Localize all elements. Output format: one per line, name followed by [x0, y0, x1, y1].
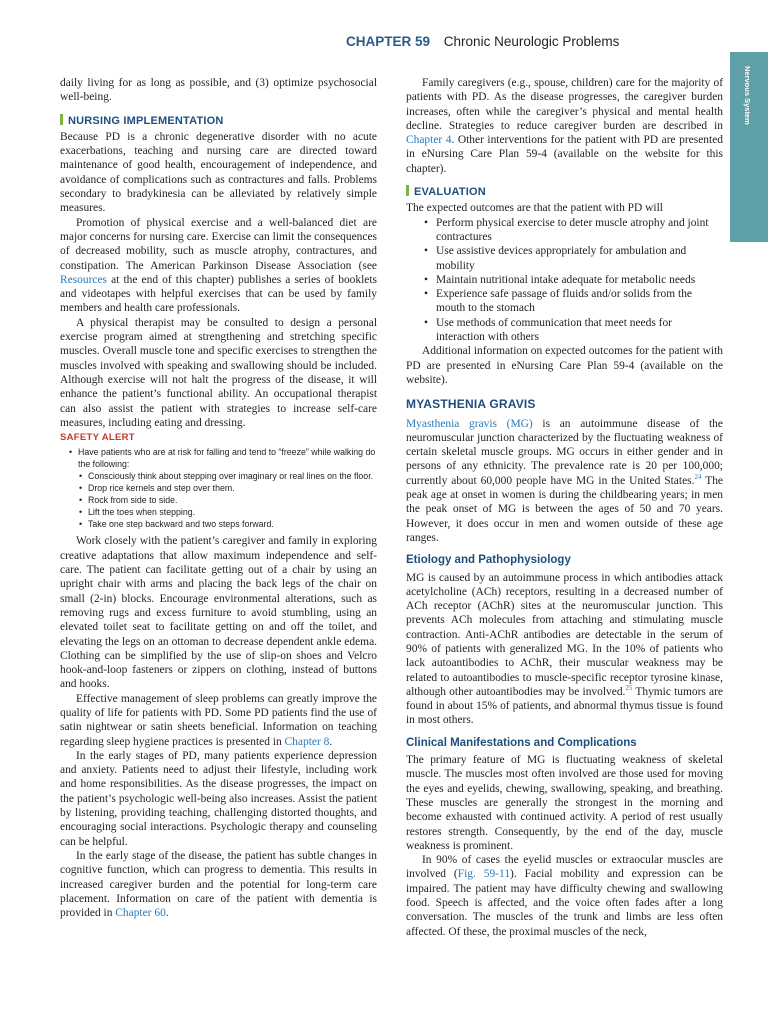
list-item: • Rock from side to side. — [88, 494, 377, 506]
heading-nursing-implementation — [60, 114, 377, 128]
paragraph — [60, 216, 377, 316]
figure-59-11-link[interactable]: Fig. 59-11 — [457, 868, 511, 881]
text: . — [329, 735, 333, 748]
text: ). Facial mobility and expression can be impaired. The patient may have difficulty chewing and swallowing food. Speech is affected, and the voice often fades after a long conversation. The muscles of the trunk and limbs are less often affected. Of these, the proximal muscles of the neck, — [406, 868, 723, 938]
list-item: • Drop rice kernels and step over them. — [88, 482, 377, 494]
myasthenia-gravis-link[interactable]: Myasthenia gravis (MG) — [406, 417, 533, 430]
heading-text: EVALUATION — [414, 186, 486, 199]
text: Effective management of sleep problems can greatly improve the quality of life for patients with PD. Some PD patients find the use of satin nightwear or satin sheets beneficial. Information on teaching regarding sleep hygiene practices is presented in — [60, 692, 377, 748]
paragraph: The expected outcomes are that the patient with PD will — [406, 202, 663, 215]
text: The peak age at onset in women is during the childbearing years; in men the peak onset of MG is between the ages of 50 and 70 years. However, it does occur in men and women outside of these age ranges. — [406, 474, 723, 544]
reference-24[interactable]: 24 — [694, 472, 702, 481]
paragraph: Because PD is a chronic degenerative disorder with no acute exacerbations, teaching and nursing care are directed toward maintenance of good health, encouragement of independence, and avoidance of complications such as contractures and falls. Problems secondary to bradykinesia can be alleviated by relatively simple measures. — [60, 130, 377, 215]
list-item: • Experience safe passage of fluids and/or solids from the mouth to the stomach — [436, 287, 723, 316]
right-column — [406, 76, 723, 939]
paragraph — [60, 849, 377, 920]
list-item: • Lift the toes when stepping. — [88, 506, 377, 518]
paragraph: A physical therapist may be consulted to design a personal exercise program aimed at strengthening and stretching specific muscles. Overall muscle tone and specific exercises to strengthen the muscles involved with speaking and swallowing should be included. Although exercise will not halt the progress of the disease, it will enhance the patient’s functional ability. An occupational therapist can also assist the patient with strategies to increase self-care measures, including eating and dressing. — [60, 316, 377, 429]
text: In the early stage of the disease, the patient has subtle changes in cognitive function, which can progress to dementia. This results in increased caregiver burden and the potential for long-term care placement. Information on care of the patient with dementia is provided in — [60, 849, 377, 920]
safety-alert-list — [60, 446, 377, 530]
paragraph: Additional information on expected outcomes for the patient with PD are presented in eNursing Care Plan 59-4 (available on the website). — [406, 345, 723, 386]
paragraph: In the early stages of PD, many patients experience depression and anxiety. Patients need to adjust their lifestyle, including work and home responsibilities. As the disease progresses, the impact on the patient’s psychologic well-being also increases. Assist the patient by listening, providing teaching, challenging distorted thoughts, and encouraging social interactions. Psychologic therapy and counseling can be helpful. — [60, 749, 377, 848]
heading-etiology: Etiology and Pathophysiology — [406, 554, 571, 567]
chapter-4-link[interactable]: Chapter 4 — [406, 134, 452, 147]
safety-alert-title: SAFETY ALERT — [60, 432, 135, 444]
text: Thymic tumors are found in about 15% of patients, and abnormal thymus tissue is found in most others. — [406, 685, 723, 727]
paragraph: The primary feature of MG is fluctuating weakness of skeletal muscle. The muscles most often involved are those used for moving the eyes and eyelids, chewing, swallowing, speaking, and breathing. These muscles are generally the strongest in the morning and become exhausted with continued activity. A period of rest usually restores strength. Consequently, by the end of the day, muscle weakness is prominent. — [406, 754, 723, 852]
list-item: • Use assistive devices appropriately for ambulation and mobility — [436, 244, 723, 273]
outcomes-list — [406, 216, 723, 345]
chapter-8-link[interactable]: Chapter 8 — [284, 735, 330, 748]
chapter-60-link[interactable]: Chapter 60 — [115, 907, 166, 920]
paragraph — [406, 417, 723, 546]
list-item: • Consciously think about stepping over imaginary or real lines on the floor. — [88, 470, 377, 482]
section-side-tab — [730, 52, 768, 242]
paragraph — [60, 692, 377, 749]
list-item: • Maintain nutritional intake adequate for metabolic needs — [436, 273, 723, 287]
heading-clinical-manifestations: Clinical Manifestations and Complications — [406, 736, 637, 749]
text: . Other interventions for the patient with PD are presented in eNursing Care Plan 59-4 (available on the website for this chapter). — [406, 134, 723, 175]
text: MG is caused by an autoimmune process in which antibodies attack acetylcholine (ACh) receptors, resulting in a decreased number of ACh receptor (AChR) sites at the neuromuscular junction. This prevents ACh molecules from attaching and stimulating muscle contraction. Anti-AChR antibodies are detectable in the serum of 90% of patients with generalized MG. In the 10% of patients who lack autoantibodies to AChR, their muscular weakness may be related to autoantibodies to muscle-specific receptor tyrosine kinase, although other autoantibodies may be involved. — [406, 571, 723, 698]
heading-myasthenia-gravis: MYASTHENIA GRAVIS — [406, 397, 536, 412]
left-column — [60, 76, 377, 920]
list-item: • Perform physical exercise to deter muscle atrophy and joint contractures — [436, 216, 723, 245]
running-header — [346, 34, 619, 49]
list-item: • Use methods of communication that meet needs for interaction with others — [436, 316, 723, 345]
list-item-text: Have patients who are at risk for falling and tend to “freeze” while walking do the following: — [78, 447, 376, 470]
paragraph — [406, 571, 723, 728]
text: at the end of this chapter) publishes a series of booklets and videotapes with helpful exercises that can be used by family members and health care professionals. — [60, 273, 377, 315]
heading-text: NURSING IMPLEMENTATION — [68, 114, 224, 127]
text: is an autoimmune disease of the neuromuscular junction characterized by the fluctuating weakness of certain skeletal muscle groups. MG occurs in either gender and in persons of any ethnicity. The prevalence rate is 20 per 100,000; currently about 60,000 people have MG in the United States. — [406, 417, 723, 487]
paragraph: Work closely with the patient’s caregiver and family in exploring creative adaptations that allow maximum independence and self-care. The patient can facilitate getting out of a chair by using an upright chair with arms and placing the back legs of the chair on small (2-in) blocks. Encourage environmental alterations, such as removing rugs and excess furniture to avoid stumbling, using an elevated toilet seat to facilitate getting on and off the toilet, and elevating the legs on an ottoman to decrease dependent ankle edema. Clothing can be simplified by the use of slip-on shoes and Velcro hook-and-loop fasteners or zippers on clothing, instead of buttons and hooks. — [60, 535, 377, 691]
paragraph: daily living for as long as possible, and (3) optimize psychosocial well-being. — [60, 77, 377, 104]
list-item — [78, 446, 377, 530]
safety-sublist — [78, 470, 377, 530]
resources-link[interactable]: Resources — [60, 273, 108, 286]
chapter-number: CHAPTER 59 — [346, 34, 431, 49]
heading-evaluation — [406, 185, 723, 199]
paragraph — [406, 76, 723, 176]
chapter-title: Chronic Neurologic Problems — [443, 34, 620, 49]
text: . — [165, 907, 169, 920]
heading-bar — [60, 114, 63, 125]
heading-bar — [406, 185, 409, 196]
list-item: • Take one step backward and two steps forward. — [88, 518, 377, 530]
text: Promotion of physical exercise and a well-balanced diet are major concerns for nursing care. Exercise can limit the consequences of decreased mobility, such as muscle atrophy, contractures, and constipation. The American Parkinson Disease Association (see — [60, 216, 377, 272]
reference-25[interactable]: 25 — [625, 684, 633, 693]
paragraph — [406, 853, 723, 939]
text: In 90% of cases the eyelid muscles or extraocular muscles are involved ( — [406, 854, 723, 881]
text: Family caregivers (e.g., spouse, children) care for the majority of patients with PD. As the disease progresses, the caregiver burden increases, often while the caregiver’s physical and mental health decline. Strategies to reduce caregiver burden are described in — [406, 77, 723, 132]
side-tab-label: Nervous System — [743, 66, 752, 125]
